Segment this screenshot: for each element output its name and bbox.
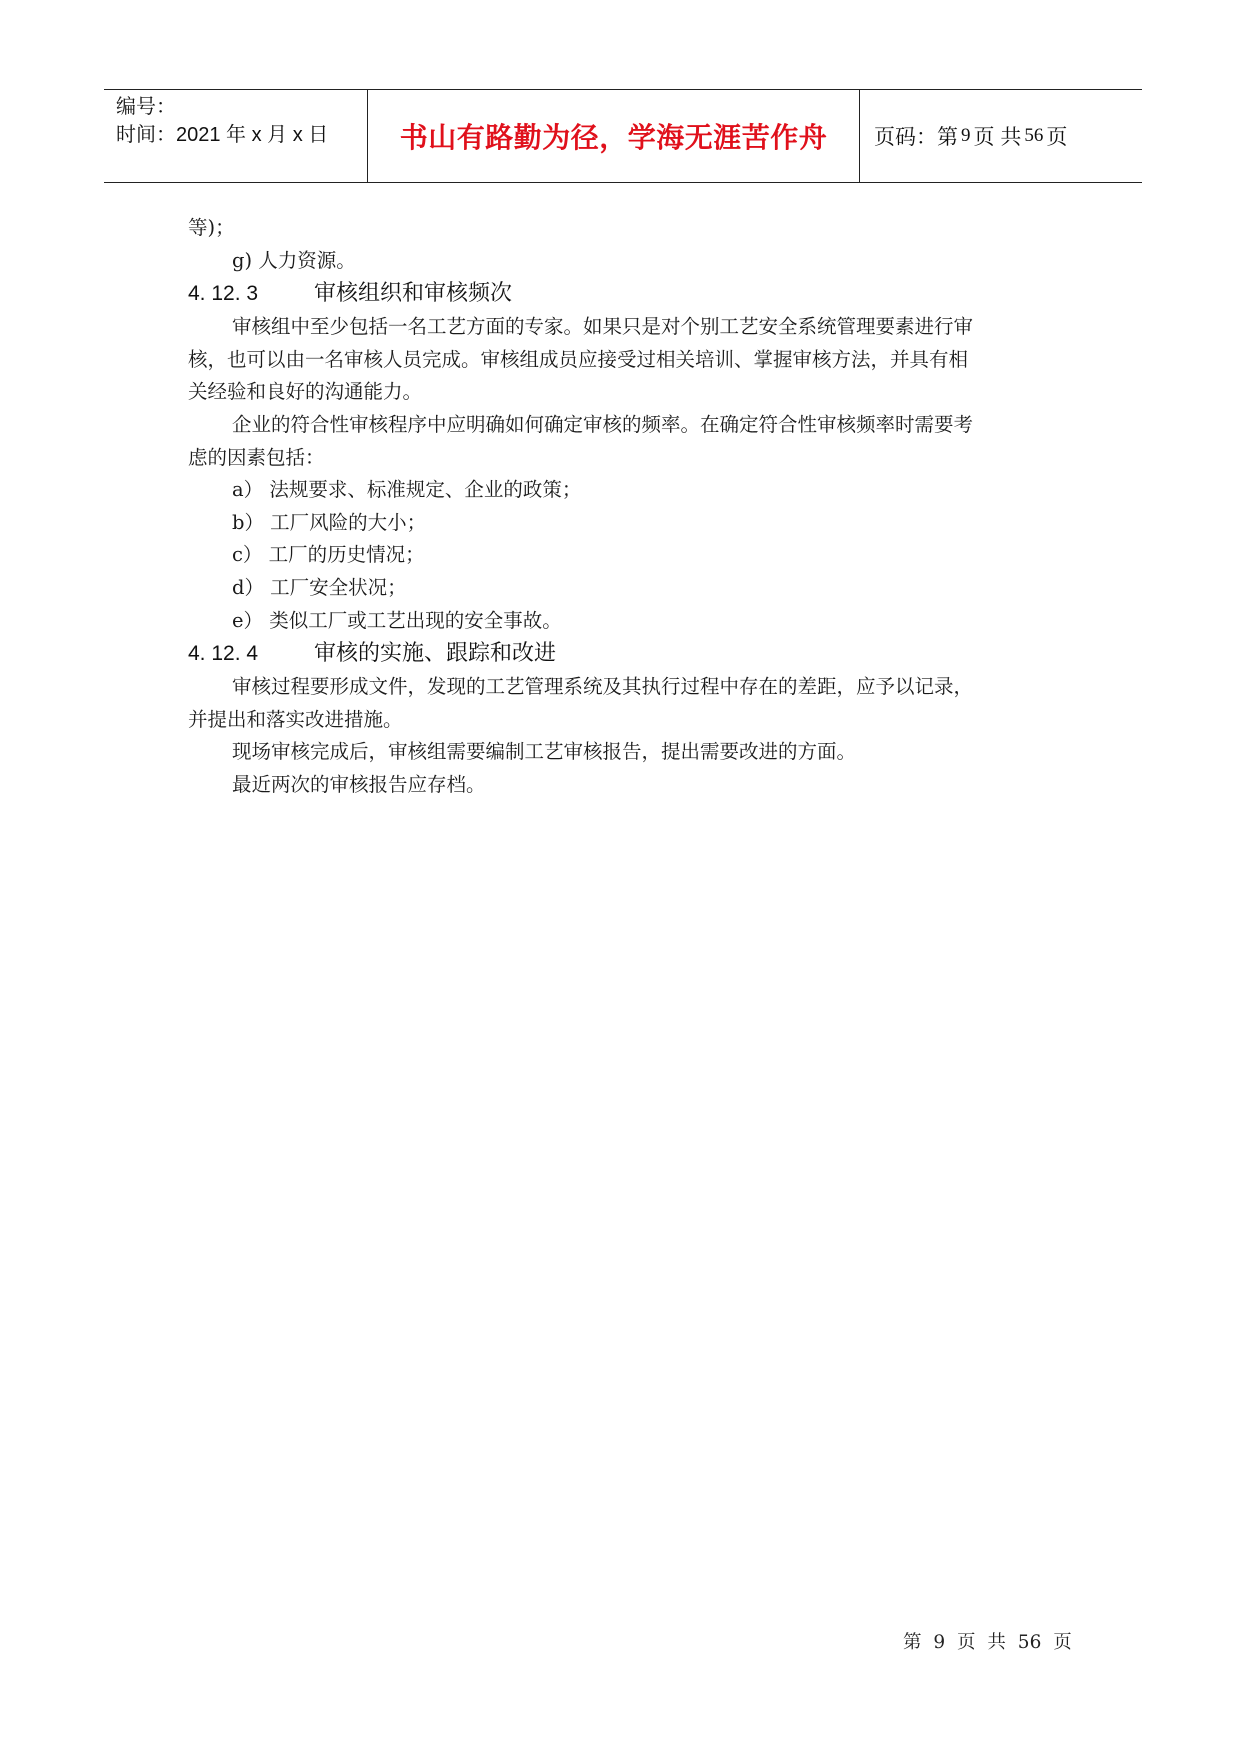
list-item: c） 工厂的历史情况；	[232, 543, 425, 567]
section-title: 审核组织和审核频次	[314, 281, 513, 307]
section-heading-4-12-4	[188, 637, 1068, 671]
paragraph-line: 最近两次的审核报告应存档。	[232, 772, 486, 796]
section-number: 4. 12. 4	[188, 642, 259, 666]
page-suffix: 页	[1046, 126, 1068, 149]
paragraph-line: 审核过程要形成文件，发现的工艺管理系统及其执行过程中存在的差距，应予以记录，	[232, 675, 974, 699]
list-item: b） 工厂风险的大小；	[232, 510, 427, 534]
list-item: a） 法规要求、标准规定、企业的政策；	[232, 478, 582, 502]
paragraph-line: 虑的因素包括：	[188, 445, 325, 469]
paragraph-line: 关经验和良好的沟通能力。	[188, 380, 423, 404]
paragraph-line: 并提出和落实改进措施。	[188, 707, 403, 731]
section-title: 审核的实施、跟踪和改进	[314, 641, 557, 667]
list-item: e） 类似工厂或工艺出现的安全事故。	[232, 608, 562, 632]
page-mid: 页 共	[973, 126, 1022, 149]
continued-text: 等)；	[188, 216, 235, 239]
paragraph-line: 企业的符合性审核程序中应明确如何确定审核的频率。在确定符合性审核频率时需要考	[232, 412, 974, 436]
paragraph-line: 核，也可以由一名审核人员完成。审核组成员应接受过相关培训、掌握审核方法，并具有相	[188, 347, 969, 371]
header-motto: 书山有路勤为径，学海无涯苦作舟	[368, 90, 860, 182]
list-item: d） 工厂安全状况；	[232, 575, 407, 599]
list-item-g: g) 人力资源。	[232, 248, 356, 272]
page-prefix: 页码：第	[874, 126, 958, 149]
page-header	[104, 89, 1142, 183]
header-meta	[104, 90, 368, 182]
document-time: 时间：2021 年 x 月 x 日	[116, 124, 329, 146]
page-current: 9	[961, 125, 971, 146]
document-number-label: 编号：	[116, 96, 176, 118]
paragraph-line: 审核组中至少包括一名工艺方面的专家。如果只是对个别工艺安全系统管理要素进行审	[232, 315, 974, 339]
page-footer: 第 9 页 共 56 页	[903, 1632, 1072, 1653]
section-number: 4. 12. 3	[188, 282, 259, 306]
document-body	[188, 212, 1068, 802]
section-heading-4-12-3	[188, 277, 1068, 311]
paragraph-line: 现场审核完成后，审核组需要编制工艺审核报告，提出需要改进的方面。	[232, 740, 857, 764]
header-page-info	[860, 90, 1142, 182]
page-total: 56	[1024, 125, 1044, 146]
